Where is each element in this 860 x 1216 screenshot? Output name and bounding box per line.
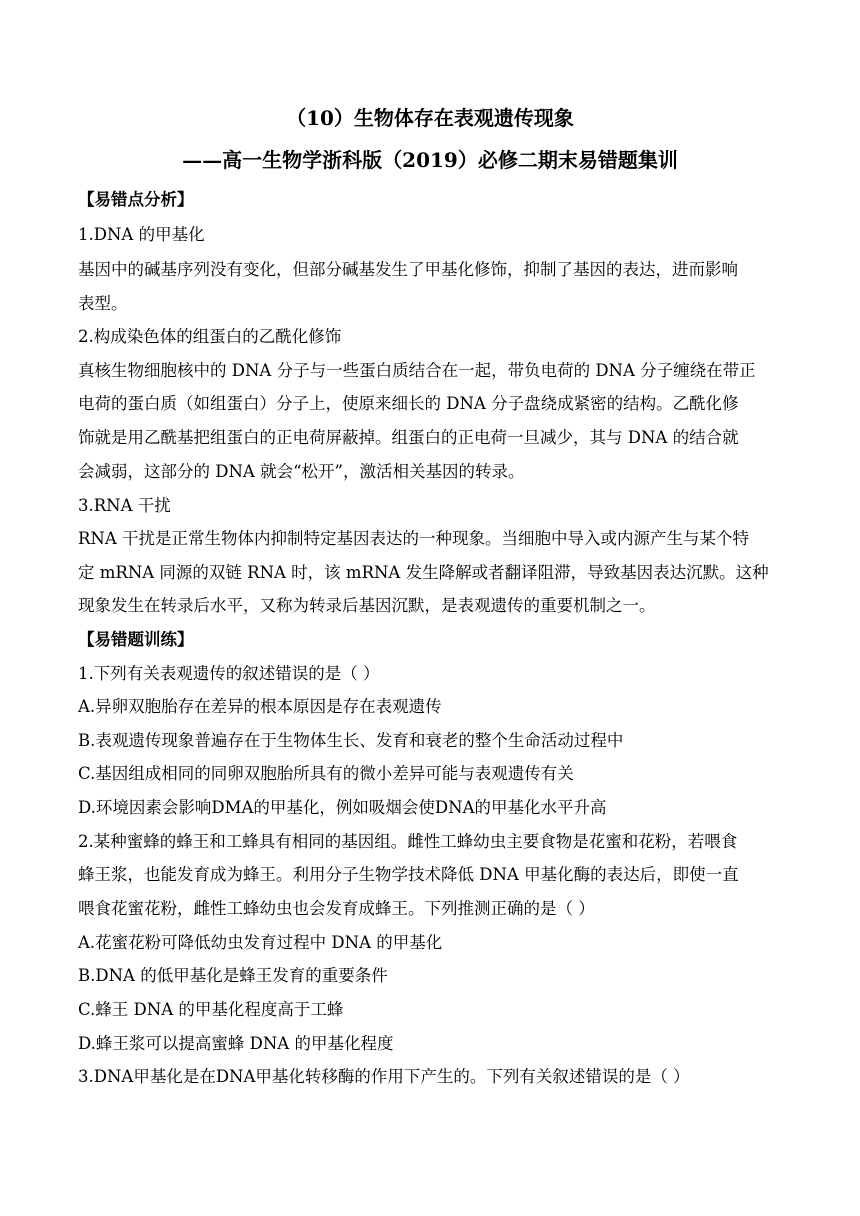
question-option: C.蜂王 DNA 的甲基化程度高于工蜂 [78, 1000, 344, 1019]
question-option: A.异卵双胞胎存在差异的根本原因是存在表观遗传 [78, 697, 442, 716]
paragraph-line: 电荷的蛋白质（如组蛋白）分子上，使原来细长的 DNA 分子盘绕成紧密的结构。乙酰化修 [78, 394, 739, 413]
question-option: B.表观遗传现象普遍存在于生物体生长、发育和衰老的整个生命活动过程中 [78, 731, 624, 750]
paragraph-line: 饰就是用乙酰基把组蛋白的正电荷屏蔽掉。组蛋白的正电荷一旦减少，其与 DNA 的结合就 [78, 428, 739, 447]
question-option: A.花蜜花粉可降低幼虫发育过程中 DNA 的甲基化 [78, 933, 443, 952]
question-option: D.环境因素会影响DMA的甲基化，例如吸烟会使DNA的甲基化水平升高 [78, 798, 607, 817]
point-heading: 3.RNA 干扰 [78, 496, 171, 515]
question-stem: 1.下列有关表观遗传的叙述错误的是（ ） [78, 664, 380, 683]
paragraph-line: 定 mRNA 同源的双链 RNA 时，该 mRNA 发生降解或者翻译阻滞，导致基因表达沉默。这种 [78, 563, 769, 582]
point-heading: 2.构成染色体的组蛋白的乙酰化修饰 [78, 327, 342, 346]
document-title: （10）生物体存在表观遗传现象 [286, 106, 574, 130]
paragraph-line: 现象发生在转录后水平，又称为转录后基因沉默，是表观遗传的重要机制之一。 [78, 596, 656, 615]
paragraph-line: RNA 干扰是正常生物体内抑制特定基因表达的一种现象。当细胞中导入或内源产生与某个特 [78, 529, 750, 548]
question-stem: 2.某种蜜蜂的蜂王和工蜂具有相同的基因组。雌性工蜂幼虫主要食物是花蜜和花粉，若喂食 [78, 832, 738, 851]
question-option: B.DNA 的低甲基化是蜂王发育的重要条件 [78, 966, 388, 985]
question-stem: 喂食花蜜花粉，雌性工蜂幼虫也会发育成蜂王。下列推测正确的是（ ） [78, 899, 595, 918]
question-stem: 3.DNA甲基化是在DNA甲基化转移酶的作用下产生的。下列有关叙述错误的是（ ） [78, 1067, 690, 1086]
question-stem: 蜂王浆，也能发育成为蜂王。利用分子生物学技术降低 DNA 甲基化酶的表达后，即使一直 [78, 865, 739, 884]
paragraph-line: 会减弱，这部分的 DNA 就会“松开”，激活相关基因的转录。 [78, 462, 525, 481]
point-heading: 1.DNA 的甲基化 [78, 225, 205, 244]
document-subtitle: ——高一生物学浙科版（2019）必修二期末易错题集训 [182, 148, 678, 172]
question-option: D.蜂王浆可以提高蜜蜂 DNA 的甲基化程度 [78, 1034, 394, 1053]
section-heading-analysis: 【易错点分析】 [78, 190, 194, 209]
section-heading-training: 【易错题训练】 [78, 630, 194, 649]
question-option: C.基因组成相同的同卵双胞胎所具有的微小差异可能与表观遗传有关 [78, 764, 574, 783]
paragraph-line: 基因中的碱基序列没有变化，但部分碱基发生了甲基化修饰，抑制了基因的表达，进而影响 [78, 260, 738, 279]
paragraph-line: 表型。 [78, 294, 128, 313]
paragraph-line: 真核生物细胞核中的 DNA 分子与一些蛋白质结合在一起，带负电荷的 DNA 分子缠绕在带正 [78, 361, 756, 380]
